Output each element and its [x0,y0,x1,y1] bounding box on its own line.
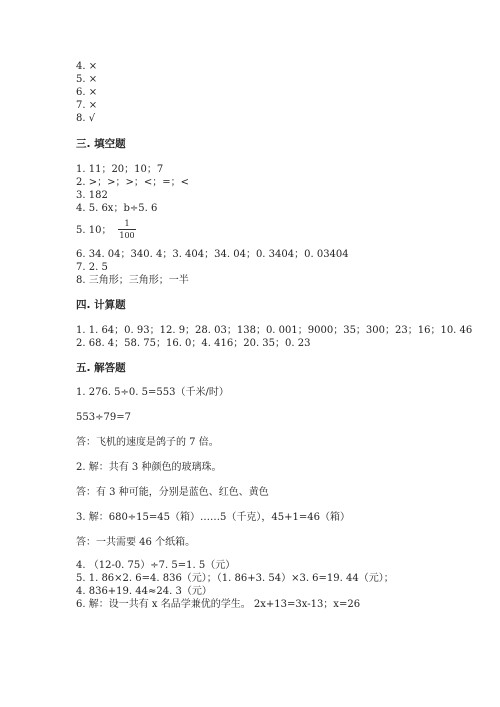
answer-line: 553÷79=7 [76,412,131,423]
answer-line: 7. × [76,100,98,111]
answer-line: 2. 解：共有 3 种颜色的玻璃珠。 [76,462,222,473]
answer-line: 8. 三角形；三角形；一半 [76,275,189,286]
answer-line: 4. （12-0. 75）÷7. 5=1. 5（元） [76,560,236,571]
fraction-denominator: 100 [119,231,135,240]
answer-line: 2. 68. 4；58. 75；16. 0；4. 416；20. 35；0. 23 [76,338,311,349]
answer-line: 答：有 3 种可能，分别是蓝色、红色、黄色 [76,487,269,498]
answer-line: 4. 836+19. 44≈24. 3（元） [76,586,212,597]
section-title-calculation: 四. 计算题 [76,299,126,311]
answer-line: 5. 10； [76,225,112,236]
answer-line: 3. 解：680÷15=45（箱）……5（千克），45+1=46（箱） [76,512,350,523]
answer-line: 1. 276. 5÷0. 5=553（千米/时） [76,387,229,398]
answer-line: 2. >；>；>；<；=；< [76,177,189,188]
answer-line: 6. 34. 04；340. 4；3. 404；34. 04；0. 3404；0. 03404 [76,249,349,260]
section-title-word-problems: 五. 解答题 [76,362,126,374]
fraction [118,219,136,240]
answer-line: 6. × [76,87,98,98]
answer-line: 4. 5. 6x；b÷5. 6 [76,203,158,214]
answer-line: 8. √ [76,113,96,124]
answer-line: 3. 182 [76,190,108,201]
fraction-numerator: 1 [118,219,136,230]
answer-line: 1. 11；20；10；7 [76,164,164,175]
answer-line: 1. 1. 64；0. 93；12. 9；28. 03；138；0. 001；9000；35；300；23；16；10. 46 [76,325,473,336]
answer-line: 4. × [76,61,98,72]
answer-line: 5. × [76,74,98,85]
answer-line: 答：飞机的速度是鸽子的 7 倍。 [76,437,219,448]
answer-line: 答：一共需要 46 个纸箱。 [76,537,196,548]
section-title-fill-in: 三. 填空题 [76,138,126,150]
answer-line: 7. 2. 5 [76,262,108,273]
answer-line: 5. 1. 86×2. 6=4. 836（元）；（1. 86+3. 54）×3. 6=19. 44（元）； [76,573,394,584]
answer-line: 6. 解：设一共有 x 名品学兼优的学生。 2x+13=3x-13；x=26 [76,599,361,610]
